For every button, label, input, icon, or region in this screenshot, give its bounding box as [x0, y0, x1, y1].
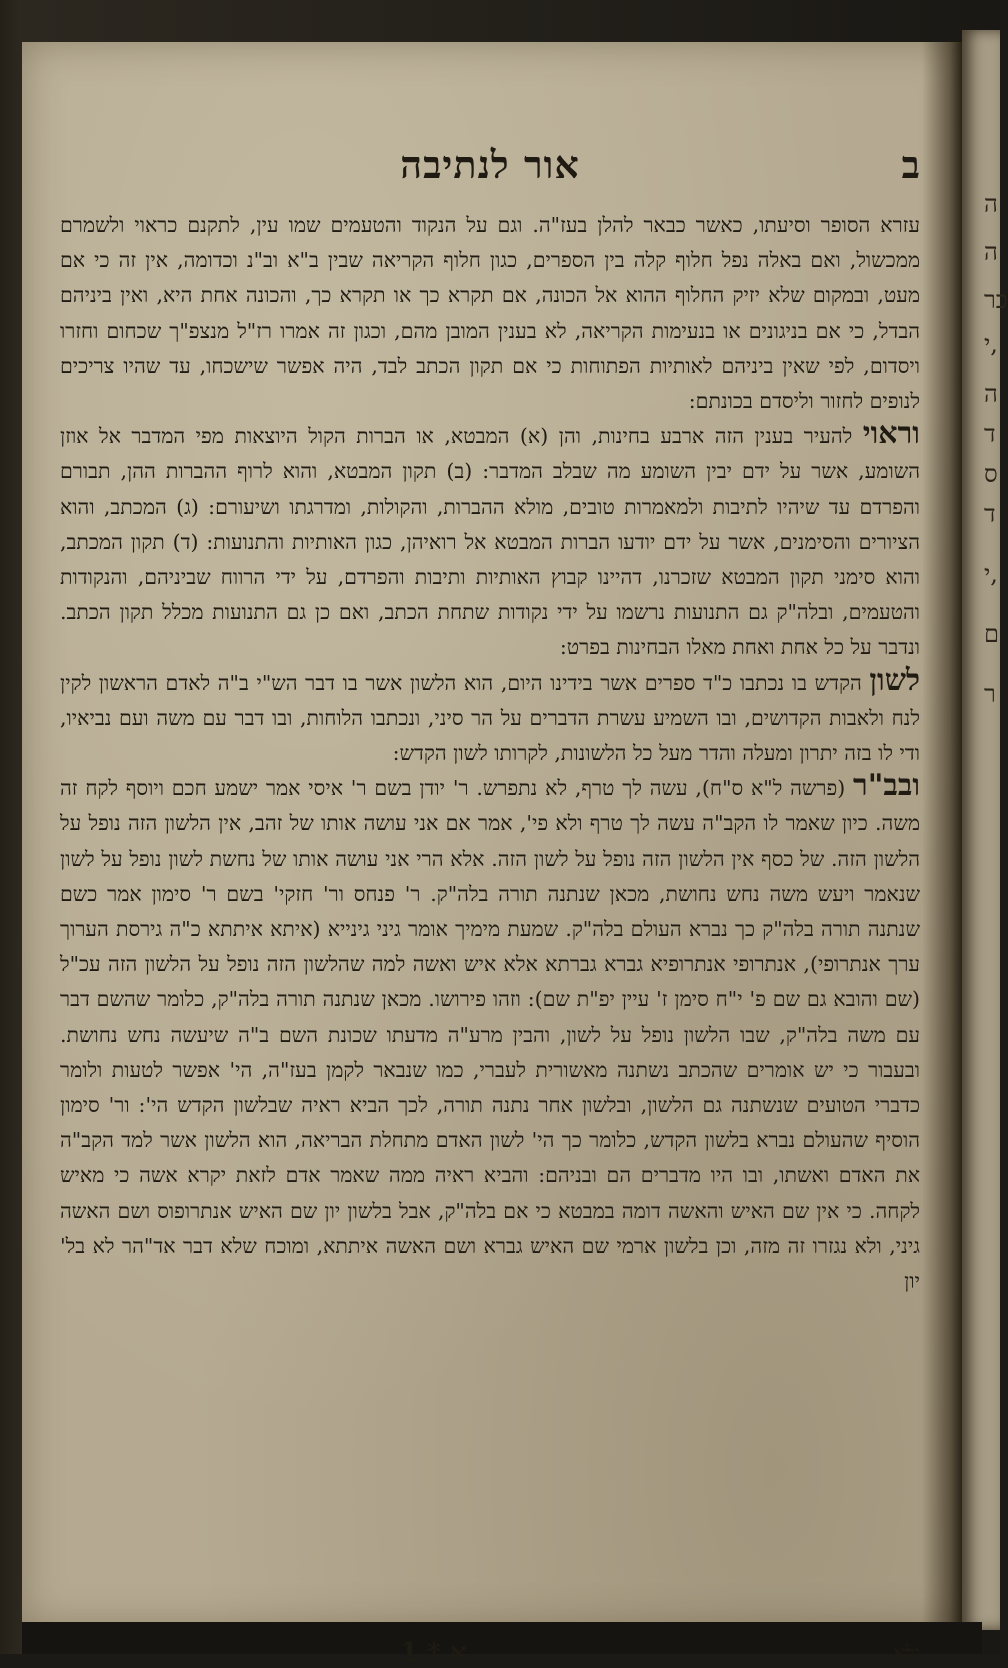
paragraph-text: (פרשה ל"א ס"ח), עשה לך טרף, לא נתפרש. ר' יודן בשם ר' איסי אמר ישמע חכם ויוסף לקח זה משה. כיון שאמר לו הקב"ה עשה לך טרף ולא פי', אמר אם אני עושה אותו של זהב, אין הלשון הזה נופל על הלשון הזה. של כסף אין הלשון הזה נופל על לשון הזה. אלא הרי אני עושה אותו של נחשת לשון נופל על לשון שנאמר ויעש משה נחש נחושת, מכאן שנתנה תורה בלה"ק. ר' פנחס ור' חזקי' בשם ר' סימון אמר כשם שנתנה תורה בלה"ק כך נברא העולם בלה"ק. שמעת מימיך אומר גיני גינייא (איתא איתתא כ"ה גירסת הערוך ערך אנתרופי), אנתרופי אנתרופיא גברא גברתא אלא איש ואשה למה שהלשון הזה נופל על הלשון הזה עכ"ל (שם והובא גם שם פ' י"ח סימן ז' עיין יפ"ת שם): וזהו פירושו. מכאן שנתנה תורה בלה"ק, כלומר שהשם דבר עם משה בלה"ק, שבו הלשון נופל על לשון, והבין מרע"ה מדעתו שכונת השם ב"ה שיעשה נחש נחושת. ובעבור כי יש אומרים שהכתב נשתנה מאשורית לעברי, כמו שנבאר לקמן בעז"ה, הי' אפשר לטעות ולומר כדברי הטועים שנשתנה גם הלשון, ובלשון אחר נתנה תורה, לכך הביא ראיה שבלשון הקדש הי': ור' סימון הוסיף שהעולם נברא בלשון הקדש, כלומר כך הי' לשון האדם מתחלת הבריאה, הוא הלשון אשר למד הקב"ה את האדם ואשתו, ובו היו מדברים הם ובניהם: והביא ראיה ממה שאמר אדם לזאת יקרא אשה כי מאיש לקחה. כי אין שם האיש והאשה דומה במבטא כי אם בלה"ק, אבל בלשון יון שם האיש אנתרופוס ושם האשה גיני, ולא נגזרו זה מזה, וכן בלשון ארמי שם האיש גברא ושם האשה איתתא, ומוכח שלא דבר אד"הר לא בל' יון [60, 776, 920, 1294]
facing-page-glyph: ס [984, 460, 998, 488]
paragraph-lead-word: לשון [869, 662, 920, 698]
facing-page-edge [962, 30, 1000, 1630]
facing-page-glyph: ר [984, 680, 996, 708]
paragraph-text: הקדש בו נכתבו כ"ד ספרים אשר בידינו היום, הוא הלשון אשר בו דבר הש"י ב"ה לאדם הראשון לקין לנח ולאבות הקדושים, ובו השמיע עשרת הדברים על הר סיני, ונכתבו הלוחות, ובו דבר עם משה ועם נביאיו, ודי לו בזה יתרון ומעלה והדר מעל כל הלשונות, לקרותו לשון הקדש: [60, 670, 920, 766]
page-content [60, 130, 920, 1299]
page-letter: ב [901, 142, 920, 187]
page-gutter-shadow [922, 42, 962, 1627]
paragraph [60, 416, 920, 665]
facing-page-glyph: י, [984, 330, 998, 358]
signature-mark: א * 1 [400, 1638, 467, 1668]
paragraph-text: עזרא הסופר וסיעתו, כאשר כבאר להלן בעז"ה. וגם על הנקוד והטעמים שמו עין, לתקנם כראוי ולשמרם ממכשול, ואם באלה נפל חלוף קלה בין הספרים, כגון חלוף הקריאה שבין ב"א וב"נ וכדומה, אין זה כי אם מעט, ובמקום שלא יזיק החלוף ההוא אל הכונה, אם תקרא כך או תקרא כך, והכונה אחת היא, ואין ביניהם הבדל, כי אם בניגונים או בנעימות הקריאה, לא בענין המובן מהם, וכגון זה אמרו רז"ל מנצפ"ך שכחום וחזרו ויסדום, לפי שאין ביניהם לאותיות הפתוחות כי אם תקון הכתב לבד, היה אפשר שישכחו, עד שהיו צריכים לנופים לחזור וליסדם בכונתם: [60, 213, 920, 414]
facing-page-glyph: ה [984, 238, 998, 266]
body-text [60, 208, 920, 1299]
paragraph [60, 208, 920, 419]
facing-page-glyph: ה [984, 380, 998, 408]
catchword: ולא [893, 1640, 920, 1665]
paragraph-lead-word: וראוי [862, 416, 920, 452]
page-title: אור לנתיבה [400, 142, 580, 187]
facing-page-glyph: ד [984, 500, 996, 528]
paragraph-text: להעיר בענין הזה ארבע בחינות, והן (א) המבטא, או הברות הקול היוצאות מפי המדבר אל אוזן השומע, אשר על ידם יבין השומע מה שבלב המדבר: (ב) תקון המבטא, והוא לרוף ההברות ההן, תבורם והפרדם עד שיהיו לתיבות ולמאמרות טובים, מולא ההברות, והקולות, ומדרגתו ושיעורם: (ג) המכתב, והוא הציורים והסימנים, אשר על ידם יודעו הברות המבטא אל רואיהן, כגון האותיות והתנועות: (ד) תקון המכתב, והוא סימני תקון המבטא שזכרנו, דהיינו קבוץ האותיות ותיבות והפרדם, על ידי הרווח שביניהם, והנקודות והטעמים, ובלה"ק גם התנועות נרשמו על ידי נקודות שתחת הכתב, ואם כן גם התנועות מכלל תקון הכתב. ונדבר על כל אחת ואחת מאלו הבחינות בפרט: [60, 424, 920, 660]
page-footer [60, 1638, 920, 1668]
facing-page-glyph: י, [984, 560, 998, 588]
facing-page-glyph: ה [984, 190, 998, 218]
paragraph [60, 662, 920, 772]
facing-page-glyph: כר [984, 286, 1008, 314]
paragraph-lead-word: ובב"ר [853, 768, 920, 804]
paragraph [60, 768, 920, 1299]
facing-page-glyph: ד [984, 420, 996, 448]
running-header [60, 130, 920, 200]
facing-page-glyph: ם [984, 620, 999, 648]
